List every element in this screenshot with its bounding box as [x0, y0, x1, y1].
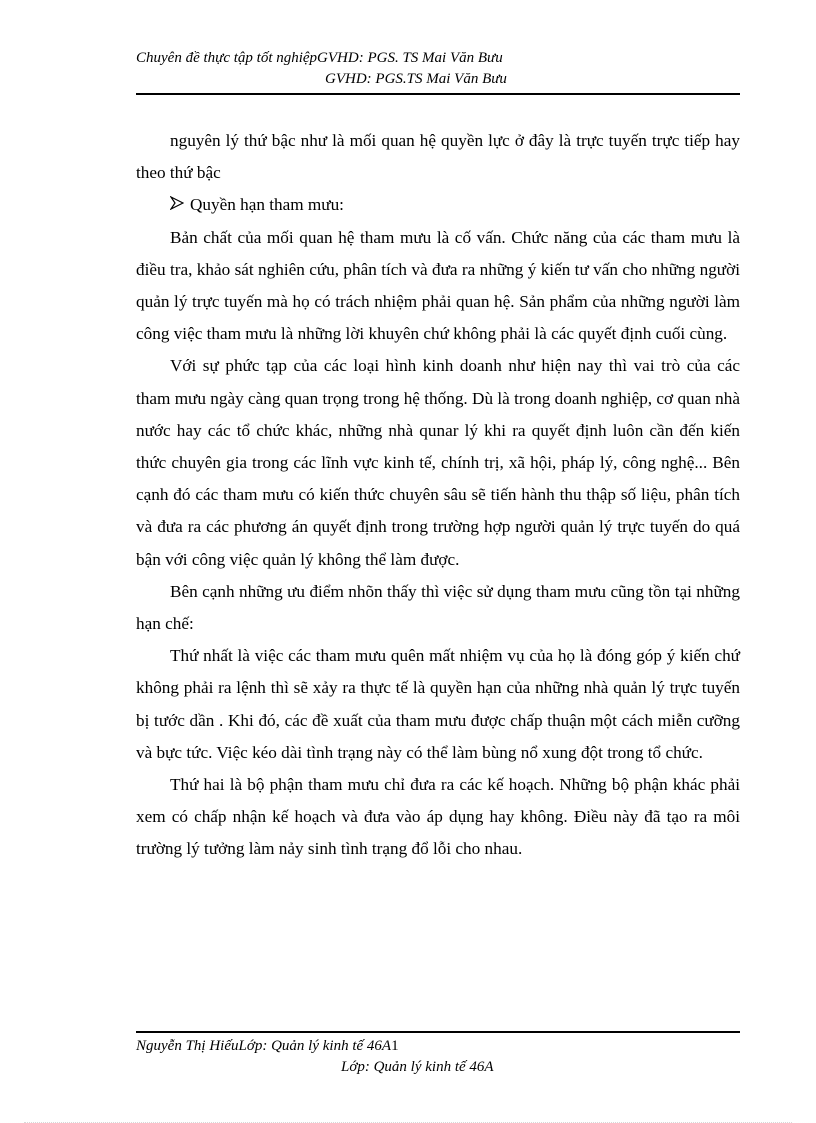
header-line-2: GVHD: PGS.TS Mai Văn Bưu [325, 71, 507, 87]
paragraph-4: Bên cạnh những ưu điểm nhõn thấy thì việc sử dụng tham mưu cũng tồn tại những hạn chế: [136, 581, 740, 634]
header-line-1: Chuyên đề thực tập tốt nghiệpGVHD: PGS. TS Mai Văn Bưu [136, 50, 503, 66]
page-number: 1 [391, 1038, 399, 1054]
arrowhead-bullet-icon [170, 189, 190, 221]
paragraph-2: Bản chất của mối quan hệ tham mưu là cố vấn. Chức năng của các tham mưu là điều tra, khảo sát nghiên cứu, phân tích và đưa ra những ý kiến tư vấn cho những người quản lý trực tuyến mà họ có trách nhiệm phải quan hệ. Sản phẩm của những người làm công việc tham mưu là những lời khuyên chứ không phải là các quyết định cuối cùng. [136, 227, 740, 344]
footer-line-2: Lớp: Quản lý kinh tế 46A [341, 1059, 494, 1075]
footer-line-1: Nguyễn Thị HiếuLớp: Quản lý kinh tế 46A [136, 1038, 392, 1054]
bullet-text: Quyền hạn tham mưu: [190, 195, 344, 215]
paragraph-6: Thứ hai là bộ phận tham mưu chỉ đưa ra các kế hoạch. Những bộ phận khác phải xem có chấp nhận kế hoạch và đưa vào áp dụng hay không. Điều này đã tạo ra môi trường lý tưởng làm nảy sinh tình trạng đổ lỗi cho nhau. [136, 775, 740, 859]
page-header [136, 48, 740, 94]
paragraph-3: Với sự phức tạp của các loại hình kinh doanh như hiện nay thì vai trò của các tham mưu ngày càng quan trọng trong hệ thống. Dù là trong doanh nghiệp, cơ quan nhà nước hay các tổ chức khác, những nhà qunar lý khi ra quyết định luôn cần đến kiến thức chuyên gia trong các lĩnh vực kinh tế, chính trị, xã hội, pháp lý, công nghệ... Bên cạnh đó các tham mưu có kiến thức chuyên sâu sẽ tiến hành thu thập số liệu, phân tích và đưa ra các phương án quyết định trong trường hợp người quản lý trực tuyến do quá bận với công việc quản lý không thể làm được. [136, 356, 740, 569]
paragraph-1: nguyên lý thứ bậc như là mối quan hệ quyền lực ở đây là trực tuyến trực tiếp hay theo thứ bậc [136, 131, 740, 183]
footer-rule [136, 1031, 740, 1033]
document-body [136, 125, 740, 866]
bullet-item [136, 189, 740, 221]
paragraph-5: Thứ nhất là việc các tham mưu quên mất nhiệm vụ của họ là đóng góp ý kiến chứ không phải ra lệnh thì sẽ xảy ra thực tế là quyền hạn của những nhà quản lý trực tuyến bị tước dần . Khi đó, các đề xuất của tham mưu được chấp thuận một cách miễn cưỡng và bực tức. Việc kéo dài tình trạng này có thể làm bùng nổ xung đột trong tổ chức. [136, 646, 740, 762]
header-rule [136, 93, 740, 95]
